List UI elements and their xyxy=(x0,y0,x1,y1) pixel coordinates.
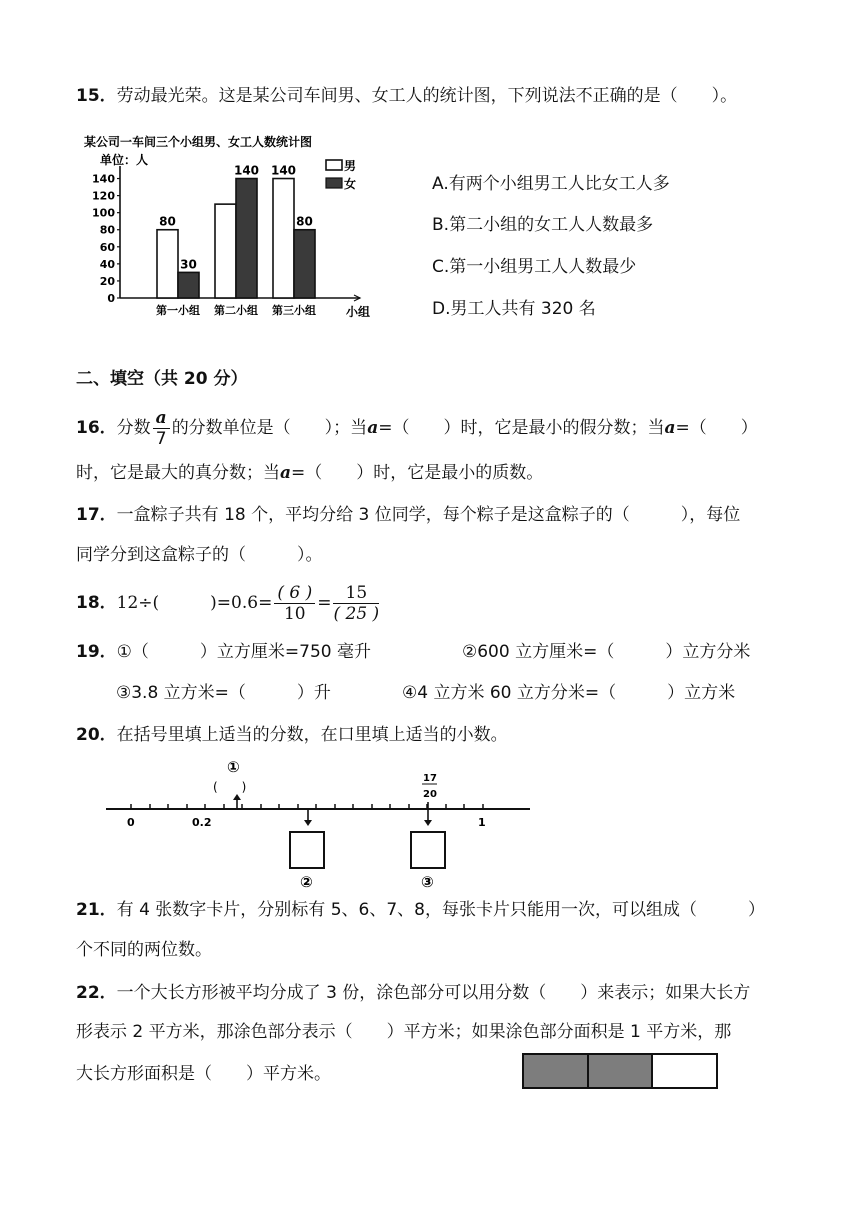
chart-unit-label: 单位：人 xyxy=(100,153,149,167)
legend-swatch-male xyxy=(326,160,342,170)
y-tick-label: 0 xyxy=(107,292,115,305)
equals-sign: = xyxy=(317,593,332,613)
question-text: 劳动最光荣。这是某公司车间男、女工人的统计图，下列说法不正确的是（ ）。 xyxy=(116,86,738,106)
chart-title: 某公司一车间三个小组男、女工人数统计图 xyxy=(84,135,313,149)
q16-text-6: =（ ）时，它是最小的质数。 xyxy=(291,463,544,483)
y-tick-label: 40 xyxy=(99,257,115,271)
bar-女-2 xyxy=(236,179,257,298)
question-number: 21． xyxy=(76,900,117,920)
q21-line2: 个不同的两位数。 xyxy=(76,940,212,960)
legend-swatch-female xyxy=(326,178,342,188)
q16-text-3: =（ ）时，它是最小的假分数；当 xyxy=(378,418,665,438)
section-title: 二、填空（共 20 分） xyxy=(76,369,248,389)
q22-line3: 大长方形面积是（ ）平方米。 xyxy=(76,1064,331,1084)
y-tick-label: 100 xyxy=(92,206,115,220)
fraction-17-numerator: 17 xyxy=(423,773,437,784)
bar-女-3 xyxy=(294,230,315,298)
arrow-head-down-icon xyxy=(304,820,312,826)
question-number: 19． xyxy=(76,642,117,662)
fraction-numerator: ( 6 ) xyxy=(274,583,315,604)
question-number: 20． xyxy=(76,725,117,745)
q20 xyxy=(76,723,508,747)
q18-expression: 12÷( )=0.6= xyxy=(116,593,273,613)
y-tick-label: 80 xyxy=(99,223,115,237)
shaded-part xyxy=(524,1055,589,1087)
q22-line2: 形表示 2 平方米，那涂色部分表示（ ）平方米；如果涂色部分面积是 1 平方米，那 xyxy=(76,1022,732,1042)
variable-a: a xyxy=(280,463,292,483)
q16-text-2: 的分数单位是（ ）；当 xyxy=(171,418,368,438)
marker-1-paren: ( ) xyxy=(213,780,247,794)
bar-男-3 xyxy=(273,179,294,298)
fraction-handwritten-1 xyxy=(274,583,315,624)
q22-line1 xyxy=(76,981,750,1005)
chart-legend xyxy=(326,159,356,191)
arrow-head-up-icon xyxy=(233,794,241,800)
answer-box-2 xyxy=(290,832,324,868)
q19-item-1: ①（ ）立方厘米=750 毫升 xyxy=(116,642,372,662)
q19-line1 xyxy=(76,640,371,664)
fraction-numerator: 15 xyxy=(333,583,379,604)
partitioned-rectangle xyxy=(522,1053,718,1089)
question-number: 16． xyxy=(76,418,117,438)
question-text: 一盒粽子共有 18 个，平均分给 3 位同学，每个粽子是这盒粽子的（ ），每位 xyxy=(116,505,741,525)
q17-line1 xyxy=(76,503,740,527)
data-label: 80 xyxy=(159,214,176,229)
fraction-denominator: ( 25 ) xyxy=(333,603,380,624)
option-c: C.第一小组男工人人数最少 xyxy=(432,257,637,277)
variable-a: a xyxy=(367,418,379,438)
shaded-part xyxy=(589,1055,654,1087)
q16-line2 xyxy=(76,461,543,485)
legend-label-female: 女 xyxy=(344,177,357,191)
q18 xyxy=(76,578,381,628)
tick-label-0: 0 xyxy=(127,816,135,829)
q16-text-5: 时，它是最大的真分数；当 xyxy=(76,463,280,483)
marker-2-label: ② xyxy=(300,873,313,891)
fraction-a-over-7 xyxy=(153,408,170,449)
q16-line1 xyxy=(76,406,758,450)
answer-box-3 xyxy=(411,832,445,868)
data-label: 140 xyxy=(233,163,260,178)
option-d: D.男工人共有 320 名 xyxy=(432,299,596,319)
y-tick-label: 120 xyxy=(92,189,115,203)
question-number: 17． xyxy=(76,505,117,525)
question-number: 22． xyxy=(76,983,117,1003)
data-label: 80 xyxy=(296,214,313,229)
q21-line1 xyxy=(76,898,765,922)
x-tick-label: 第二小组 xyxy=(214,304,258,317)
bar-男-2 xyxy=(215,204,236,298)
number-line-figure xyxy=(100,752,540,892)
x-axis-label: 小组 xyxy=(346,305,371,319)
tick-label-1: 1 xyxy=(478,816,486,829)
question-text: 一个大长方形被平均分成了 3 份，涂色部分可以用分数（ ）来表示；如果大长方 xyxy=(116,983,751,1003)
q15 xyxy=(76,84,737,108)
x-tick-label: 第一小组 xyxy=(156,304,200,317)
q17-line2: 同学分到这盒粽子的（ ）。 xyxy=(76,545,323,565)
q16-text-1: 分数 xyxy=(116,418,151,438)
option-a: A.有两个小组男工人比女工人多 xyxy=(432,174,670,194)
question-number: 18． xyxy=(76,593,117,613)
arrow-head-down-icon xyxy=(424,820,432,826)
legend-label-male: 男 xyxy=(344,159,357,173)
y-tick-label: 140 xyxy=(92,172,115,186)
marker-1-label: ① xyxy=(227,758,240,776)
fraction-denominator: 10 xyxy=(283,603,306,624)
question-number: 15． xyxy=(76,86,117,106)
q19-item-3: ③3.8 立方米=（ ）升 xyxy=(116,683,331,703)
question-text: 有 4 张数字卡片，分别标有 5、6、7、8，每张卡片只能用一次，可以组成（ ） xyxy=(116,900,765,920)
q16-text-4: =（ ） xyxy=(675,418,758,438)
q19-item-2: ②600 立方厘米=（ ）立方分米 xyxy=(462,642,751,662)
data-label: 30 xyxy=(180,257,197,272)
option-b: B.第二小组的女工人人数最多 xyxy=(432,215,654,235)
x-tick-label: 第三小组 xyxy=(272,304,316,317)
tick-label-0-2: 0.2 xyxy=(192,816,212,829)
question-text: 在括号里填上适当的分数，在口里填上适当的小数。 xyxy=(116,725,508,745)
unshaded-part xyxy=(653,1055,716,1087)
bar-女-1 xyxy=(178,272,199,298)
fraction-handwritten-2 xyxy=(333,583,379,624)
fraction-denominator: 7 xyxy=(155,428,167,449)
y-tick-label: 20 xyxy=(99,274,115,288)
marker-3-label: ③ xyxy=(421,873,434,891)
bar-男-1 xyxy=(157,230,178,298)
fraction-17-denominator: 20 xyxy=(423,789,437,800)
q19-item-4: ④4 立方米 60 立方分米=（ ）立方米 xyxy=(402,683,736,703)
bar-chart xyxy=(78,128,378,320)
y-tick-label: 60 xyxy=(99,240,115,254)
fraction-numerator: a xyxy=(153,408,170,429)
variable-a: a xyxy=(664,418,676,438)
data-label: 140 xyxy=(270,163,297,178)
